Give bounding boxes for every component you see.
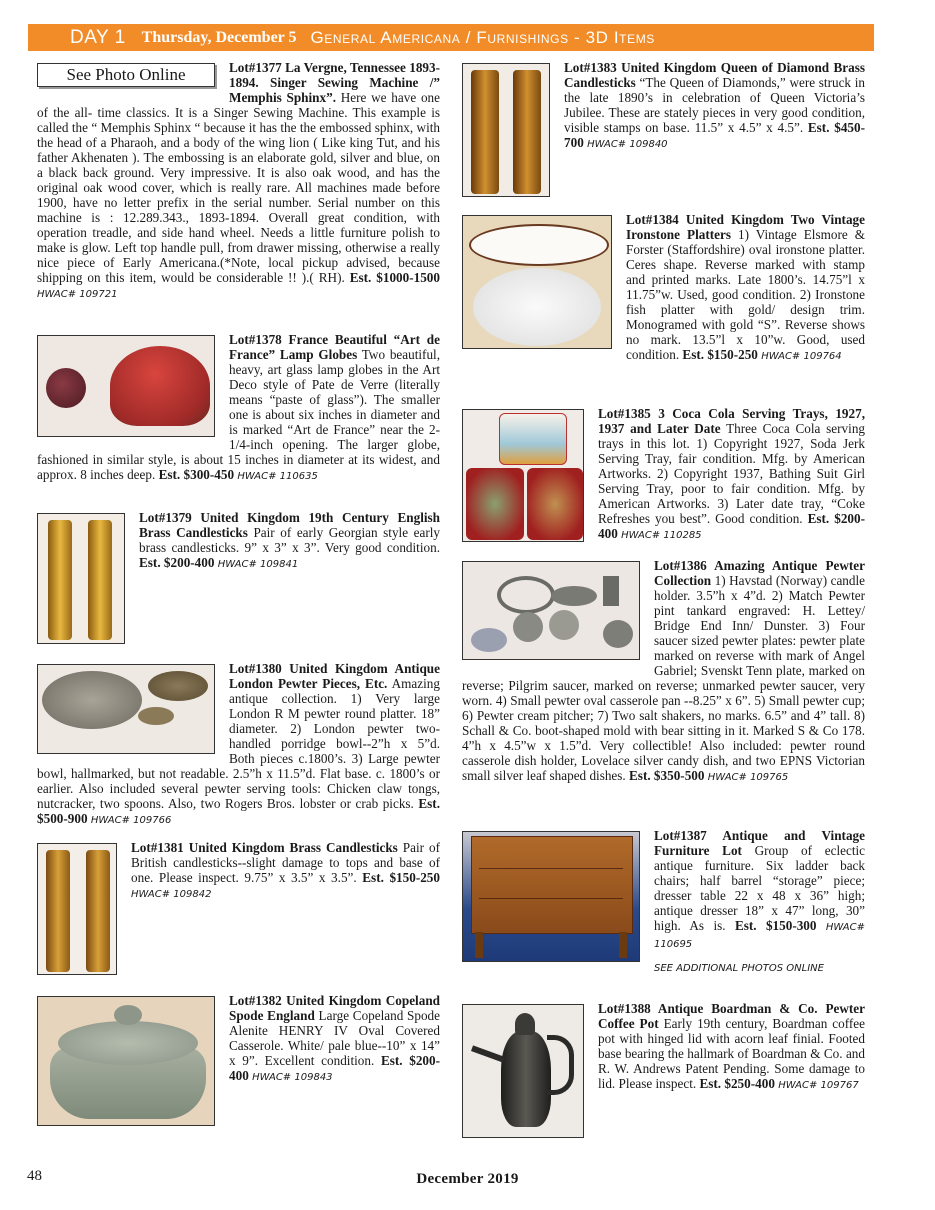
lot-description: Group of eclectic antique furniture. Six ladder back chairs; half barrel “storage” piece; dresser table 22 x 48 x 36” high; antique dresser 18” x 47” long, 30” high. As is. [654, 843, 865, 933]
lot-description: Early 19th century, Boardman coffee pot with hinged lid with acorn leaf finial. Footed base bearing the hallmark of Boardman & Co. and R. W. Andrews Patent Pending. Some damage to lid. Please inspect. [598, 1016, 865, 1091]
lot-estimate: Est. $150-300 [734, 918, 817, 933]
lot-description: “The Queen of Diamonds,” were struck in the late 1890’s in celebration of Queen Victoria’s Jubilee. These are stately pieces in very good condition, visible stamps on base. 11.5” x 4.5” x 4.5”. [564, 75, 865, 135]
lot-hwac: HWAC# 109764 [761, 351, 842, 362]
lot-hwac: HWAC# 110635 [237, 471, 318, 482]
casserole-photo[interactable] [37, 996, 215, 1126]
section-title: General Americana / Furnishings - 3D Items [310, 27, 655, 47]
lot-description: Here we have one of the all- time classics. It is a Singer Sewing Machine. This example is called the “ Memphis Sphinx “ because it has the the embossed sphinx, with the head of a Pharaoh, and a body of the wing lion ( Like king Tut, and his father Akhenaten ). The embossing is an elaborate gold, silver and blue, on a black back ground. Very impressive. It is also oak wood, and has the original oak wood cover, which is really rare. All machines made before 1900, have no letter prefix in the serial number. Serial number on this machine is : 12.289.343., 1893-1894. Overall great condition, with operation treadle, and side hand wheel. Needs a little furniture polish to make is glow. Left top handle pull, from drawer missing, otherwise a really nice piece of Early Americana.(*Note, local pickup advised, because shipping on this item, would be considerable !! ).( RH). [37, 90, 440, 285]
lot-1387 [462, 828, 865, 966]
lot-title: Lot#1377 La Vergne, Tennessee 1893-1894. Singer Sewing Machine /” Memphis Sphinx”. [229, 60, 440, 105]
lot-title: Lot#1379 United Kingdom 19th Century English Brass Candlesticks [139, 510, 440, 540]
pewter-collection-photo[interactable] [462, 561, 640, 660]
lot-title: Lot#1386 Amazing Antique Pewter Collection [654, 558, 865, 588]
lot-estimate: Est. $350-500 [629, 768, 705, 783]
lot-description: Three Coca Cola serving trays in this lot. 1) Copyright 1927, Soda Jerk Serving Tray, fair condition. Mfg. by American Artworks. 2) Copyright 1937, Bathing Suit Girl Serving Tray, poor to fair condition. Mfg. by American Artworks. 3) Later date tray, “Coke Refreshes you best”. Good condition. [598, 421, 866, 526]
day-label: DAY 1 [70, 26, 126, 48]
lot-title: Lot#1378 France Beautiful “Art de France” Lamp Globes [229, 332, 440, 362]
lot-1383 [462, 60, 865, 201]
lot-title: Lot#1383 United Kingdom Queen of Diamond Brass Candlesticks [564, 60, 865, 90]
pewter-pieces-photo[interactable] [37, 664, 215, 754]
lot-hwac: HWAC# 109840 [587, 139, 668, 150]
lot-estimate: Est. $500-900 [37, 796, 440, 826]
lot-hwac: HWAC# 109765 [707, 772, 789, 783]
lot-title: Lot#1381 United Kingdom Brass Candlesticks [131, 840, 398, 855]
lot-hwac: HWAC# 109721 [37, 289, 118, 300]
lot-estimate: Est. $150-250 [682, 347, 758, 362]
issue-date-footer: December 2019 [416, 1171, 519, 1187]
lot-hwac: HWAC# 109842 [131, 889, 212, 900]
lot-description: 1) Vintage Elsmore & Forster (Staffordshire) oval ironstone platter. Ceres shape. Reverse marked with stamp and printed marks. Late 1800’s. 14.75”l x 11.75”w. Used, good condition. 2) Ironstone fish platter with gold/ design trim. Monogramed with gold “S”. Reverse shows no mark. 13.5”l x 10”w. Good, used condition. [626, 227, 865, 362]
lot-1382 [37, 993, 440, 1130]
coca-cola-trays-photo[interactable] [462, 409, 584, 542]
lot-estimate: Est. $250-400 [699, 1076, 775, 1091]
lot-estimate: Est. $1000-1500 [349, 270, 440, 285]
lot-1385 [462, 406, 865, 546]
see-photo-online-button[interactable]: See Photo Online [37, 63, 215, 87]
lot-1380 [37, 661, 440, 828]
see-additional-photos-note: SEE ADDITIONAL PHOTOS ONLINE [654, 963, 824, 974]
lot-1386 [462, 558, 865, 785]
lot-hwac: HWAC# 109841 [217, 559, 299, 570]
coffee-pot-photo[interactable] [462, 1004, 584, 1138]
ironstone-platters-photo[interactable] [462, 215, 612, 349]
lot-title: Lot#1380 United Kingdom Antique London Pewter Pieces, Etc. [229, 661, 440, 691]
lot-hwac: HWAC# 109767 [778, 1080, 859, 1091]
lot-description: 1) Havstad (Norway) candle holder. 3.5”h x 4”d. 2) Match Pewter pint tankard engraved: H. Lettey/ Bridge End Inn/ Dunster. 3) Four saucer sized pewter plates: pewter plate marked on reverse with mark of Angel Gabriel; Svenskt Tenn plate, marked on reverse; Pilgrim saucer, marked on reverse; unmarked pewter saucer, very worn. 4) Small pewter oval casserole pan --8.25” x 6”. 5) Small pewter cup; 6) Pewter cream pitcher; 7) Two salt shakers, no marks. 6.5” and 4” tall. 8) Schall & Co. boot-shaped mold with bear sitting in it. Marked S & Co 178. 4”h x 4.5”w x 1.5”d. Very collectible! Also included: pewter round casserole dish holder, Lovelace silver candy dish, and two EPNS Victorian small silver leaf shaped dishes. [462, 573, 865, 783]
lot-estimate: Est. $200-400 [139, 555, 215, 570]
lot-title: Lot#1382 United Kingdom Copeland Spode England [229, 993, 440, 1023]
lot-estimate: Est. $200-400 [229, 1053, 440, 1083]
lot-description: Amazing antique collection. 1) Very large London R M pewter round platter. 18” diameter. 2) London pewter two-handled porridge bowl--2”h x 5”d. Both pieces c.1800’s. 3) Large pewter bowl, hallmarked, but not readable. 2.5”h x 11.5”d. Flat base. c. 1800’s or earlier. Also included several pewter serving tools: Chicken claw tongs, nutcracker, two spoons. Also, two Rogers Bros. lobster or crab picks. [37, 676, 440, 811]
lot-estimate: Est. $150-250 [362, 870, 440, 885]
british-candlesticks-photo[interactable] [37, 843, 117, 975]
lot-estimate: Est. $300-450 [158, 467, 235, 482]
dresser-photo[interactable] [462, 831, 640, 962]
lot-title: Lot#1387 Antique and Vintage Furniture Lot [654, 828, 865, 858]
lot-1378 [37, 332, 440, 484]
lot-description: Pair of early Georgian style early brass candlesticks. 9” x 3” x 3”. Very good condition. [139, 525, 440, 555]
lot-description: Pair of British candlesticks--slight damage to tops and base of one. Please inspect. 9.75” x 3.5” x 3.5”. [131, 840, 440, 885]
lamp-globes-photo[interactable] [37, 335, 215, 437]
lot-title: Lot#1385 3 Coca Cola Serving Trays, 1927, 1937 and Later Date [598, 406, 865, 436]
lot-estimate: Est. $450-700 [564, 120, 865, 150]
lot-description: Large Copeland Spode Alenite HENRY IV Oval Covered Casserole. White/ pale blue--10” x 14” x 9”. Excellent condition. [229, 1008, 440, 1068]
lot-hwac: HWAC# 110695 [654, 922, 866, 950]
lot-hwac: HWAC# 109766 [90, 815, 172, 826]
lot-hwac: HWAC# 109843 [252, 1072, 333, 1083]
lot-1381 [37, 840, 440, 979]
lot-1388 [462, 1001, 865, 1142]
lot-hwac: HWAC# 110285 [621, 530, 702, 541]
section-header-bar [28, 24, 874, 51]
lot-1379 [37, 510, 440, 648]
date-label: Thursday, December 5 [141, 28, 297, 46]
lot-title: Lot#1388 Antique Boardman & Co. Pewter Coffee Pot [598, 1001, 865, 1031]
lot-1377 [37, 60, 440, 302]
lot-1384 [462, 212, 865, 364]
lot-description: Two beautiful, heavy, art glass lamp globes in the Art Deco style of Pate de Verre (literally means “paste of glass”). The smaller one is about six inches in diameter and is marked “Art de France” near the 2-1/4-inch opening. The larger globe, fashioned in similar style, is about 15 inches in diameter at its widest, and approx. 8 inches deep. [37, 347, 440, 482]
brass-candlesticks-photo[interactable] [37, 513, 125, 644]
queen-of-diamonds-candlesticks-photo[interactable] [462, 63, 550, 197]
page-number: 48 [27, 1168, 42, 1184]
lot-title: Lot#1384 United Kingdom Two Vintage Ironstone Platters [626, 212, 865, 242]
lot-estimate: Est. $200-400 [598, 511, 865, 541]
